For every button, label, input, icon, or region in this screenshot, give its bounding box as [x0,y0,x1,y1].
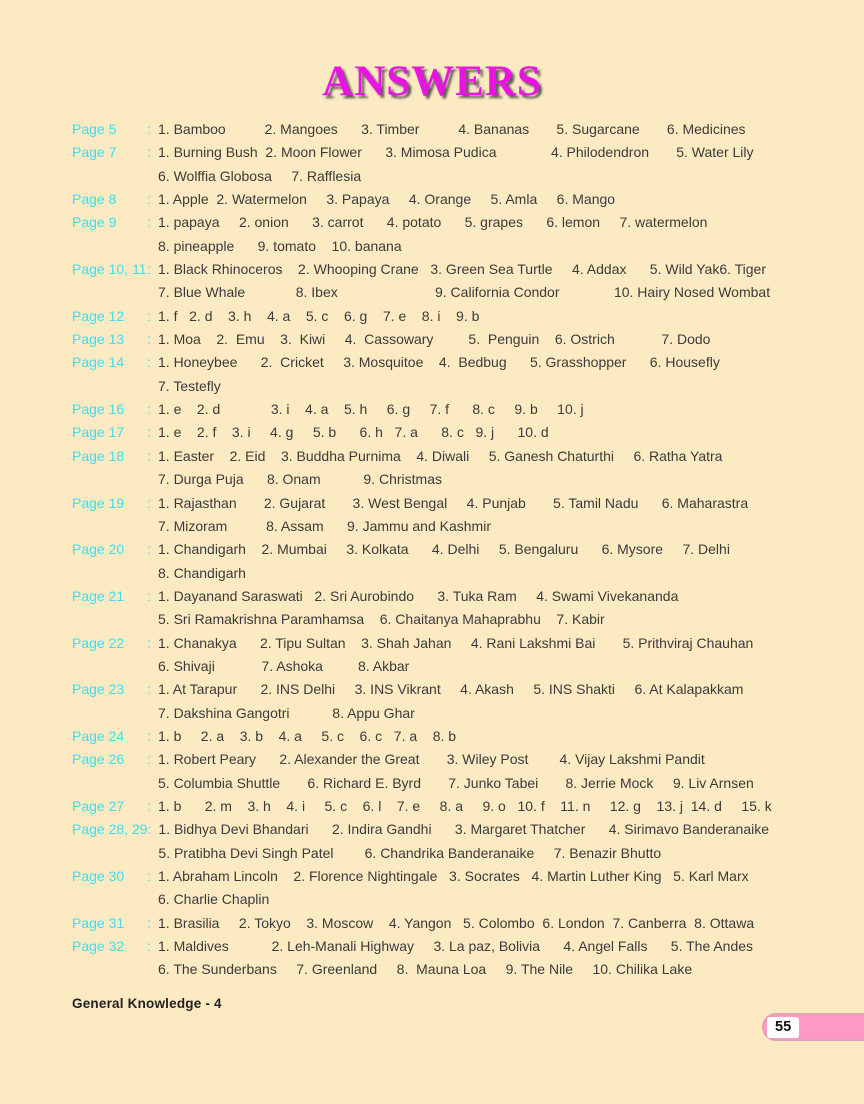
page-label-cell [72,188,158,211]
answer-content [158,351,834,398]
page-label-cell [72,725,158,748]
page-label-cell [72,538,158,561]
answer-line: 1. Abraham Lincoln 2. Florence Nightingale 3. Socrates 4. Martin Luther King 5. Karl Marx [158,868,749,884]
label-colon: : [147,587,151,604]
answer-line: 1. e 2. d 3. i 4. a 5. h 6. g 7. f 8. c 9. b 10. j [158,401,584,418]
label-colon: : [147,424,151,441]
answer-line: 5. Columbia Shuttle 6. Richard E. Byrd 7. Junko Tabei 8. Jerrie Mock 9. Liv Arnsen [158,774,754,791]
answer-row [72,258,834,305]
page-label-cell [72,818,158,841]
page-label: Page 20 [72,541,125,558]
page-number: 55 [767,1017,799,1038]
label-colon: : [147,191,151,208]
page-label-cell [72,445,158,468]
answer-row [72,211,834,258]
page-label-cell [72,678,158,701]
answer-row [72,492,834,539]
page-label-cell [72,421,158,444]
answer-content [158,678,834,725]
page-label-cell [72,305,158,328]
page-label: Page 30 [72,868,125,884]
answer-content [158,725,834,748]
answer-content [158,305,834,328]
page-label: Page 28, 29 [72,821,148,838]
answer-content [158,421,834,444]
answer-content [158,141,834,188]
answer-row [72,328,834,351]
page-label: Page 9 [72,214,117,231]
answer-row [72,678,834,725]
answer-line: 1. Rajasthan 2. Gujarat 3. West Bengal 4. Punjab 5. Tamil Nadu 6. Maharastra [158,494,749,511]
page-label: Page 27 [72,797,125,814]
label-colon: : [147,331,151,348]
answer-row [72,585,834,632]
label-colon: : [147,727,151,744]
page-label-cell [72,748,158,771]
answer-row [72,421,834,444]
answer-content [158,912,834,935]
page-label-cell [72,351,158,374]
answers-list [72,118,834,982]
answer-line: 8. pineapple 9. tomato 10. banana [158,237,402,254]
answer-row [72,818,834,865]
page-label: Page 13 [72,331,125,348]
page-label: Page 18 [72,447,125,464]
answer-line: 8. Chandigarh [158,564,246,581]
answer-content [158,211,834,258]
page-label: Page 16 [72,401,125,418]
label-colon: : [147,307,151,324]
answer-line: 1. Honeybee 2. Cricket 3. Mosquitoe 4. Bedbug 5. Grasshopper 6. Housefly [158,354,720,371]
book-footer: General Knowledge - 4 [72,996,222,1011]
page-label-cell [72,258,158,281]
answer-content [158,538,834,585]
answer-row [72,795,834,818]
label-colon: : [147,121,151,137]
page-label-cell [72,328,158,351]
label-colon: : [147,447,151,464]
answer-line: 1. f 2. d 3. h 4. a 5. c 6. g 7. e 8. i 9. b [158,307,480,324]
page-label: Page 8 [72,191,117,208]
answer-line: 1. At Tarapur 2. INS Delhi 3. INS Vikrant 4. Akash 5. INS Shakti 6. At Kalapakkam [158,681,744,698]
label-colon: : [147,914,151,931]
page-label: Page 10, 11 [72,261,147,278]
page-label-cell [72,912,158,935]
answer-content [158,865,834,912]
answer-line: 5. Pratibha Devi Singh Patel 6. Chandrika Banderanaike 7. Benazir Bhutto [158,844,662,861]
answer-content [158,748,834,795]
label-colon: : [147,401,151,418]
label-colon: : [147,681,151,698]
page-label: Page 24 [72,727,125,744]
answer-line: 5. Sri Ramakrishna Paramhamsa 6. Chaitanya Mahaprabhu 7. Kabir [158,611,605,628]
answer-row [72,865,834,912]
page-label: Page 21 [72,587,125,604]
answer-content [158,328,834,351]
answer-line: 7. Durga Puja 8. Onam 9. Christmas [158,471,442,488]
answer-row [72,445,834,492]
answer-row [72,725,834,748]
answer-line: 1. Chandigarh 2. Mumbai 3. Kolkata 4. Delhi 5. Bengaluru 6. Mysore 7. Delhi [158,541,730,558]
page-label: Page 32 [72,938,125,955]
answer-line: 1. Burning Bush 2. Moon Flower 3. Mimosa Pudica 4. Philodendron 5. Water Lily [158,144,754,161]
answer-content [158,585,834,632]
answer-line: 6. Wolffia Globosa 7. Rafflesia [158,167,362,184]
answer-content [158,632,834,679]
answer-line: 7. Mizoram 8. Assam 9. Jammu and Kashmir [158,517,491,534]
label-colon: : [147,494,151,511]
page-label-cell [72,795,158,818]
answer-line: 1. Dayanand Saraswati 2. Sri Aurobindo 3. Tuka Ram 4. Swami Vivekananda [158,587,679,604]
label-colon: : [147,868,151,884]
page-label-cell [72,865,158,888]
label-colon: : [147,214,151,231]
page-label: Page 12 [72,307,125,324]
answer-line: 7. Dakshina Gangotri 8. Appu Ghar [158,704,415,721]
answer-line: 1. Chanakya 2. Tipu Sultan 3. Shah Jahan 4. Rani Lakshmi Bai 5. Prithviraj Chauhan [158,634,754,651]
answer-line: 1. Bidhya Devi Bhandari 2. Indira Gandhi 3. Margaret Thatcher 4. Sirimavo Banderanaike [158,821,770,838]
label-colon: : [147,821,152,838]
answer-content [158,935,834,982]
page-label: Page 23 [72,681,125,698]
answer-row [72,935,834,982]
answer-line: 1. Brasilia 2. Tokyo 3. Moscow 4. Yangon 5. Colombo 6. London 7. Canberra 8. Ottawa [158,914,755,931]
page-title: ANSWERS [322,58,542,105]
page-label: Page 5 [72,121,117,137]
answer-content [158,795,834,818]
answer-line: 1. b 2. a 3. b 4. a 5. c 6. c 7. a 8. b [158,727,457,744]
page-label-cell [72,492,158,515]
page-label-cell [72,632,158,655]
answer-content [158,445,834,492]
answer-row [72,141,834,188]
answer-line: 1. e 2. f 3. i 4. g 5. b 6. h 7. a 8. c 9. j 10. d [158,424,549,441]
label-colon: : [147,144,151,161]
answer-row [72,632,834,679]
label-colon: : [147,261,151,278]
answer-content [158,398,834,421]
answer-content [158,118,834,141]
answer-line: 6. The Sunderbans 7. Greenland 8. Mauna Loa 9. The Nile 10. Chilika Lake [158,961,693,978]
page-label: Page 26 [72,751,125,768]
answer-line: 7. Blue Whale 8. Ibex 9. California Condor 10. Hairy Nosed Wombat [158,284,771,301]
answer-row [72,748,834,795]
page-label-cell [72,141,158,164]
answer-content [158,492,834,539]
page-label-cell [72,118,158,141]
label-colon: : [147,938,151,955]
page-label-cell [72,585,158,608]
page-label: Page 14 [72,354,125,371]
answer-row [72,351,834,398]
page-label: Page 7 [72,144,117,161]
answer-row [72,118,834,141]
label-colon: : [147,354,151,371]
page-label: Page 22 [72,634,125,651]
answer-row [72,305,834,328]
answer-content [158,818,834,865]
answer-line: 1. Apple 2. Watermelon 3. Papaya 4. Orange 5. Amla 6. Mango [158,191,616,208]
answer-line: 6. Shivaji 7. Ashoka 8. Akbar [158,657,410,674]
page-label-cell [72,935,158,958]
answer-line: 1. b 2. m 3. h 4. i 5. c 6. l 7. e 8. a 9. o 10. f 11. n 12. g 13. j 14. d 15. k [158,797,772,814]
page-label: Page 31 [72,914,125,931]
answer-line: 1. papaya 2. onion 3. carrot 4. potato 5. grapes 6. lemon 7. watermelon [158,214,708,231]
answer-line: 1. Moa 2. Emu 3. Kiwi 4. Cassowary 5. Penguin 6. Ostrich 7. Dodo [158,331,711,348]
label-colon: : [147,797,151,814]
answer-row [72,538,834,585]
answer-row [72,912,834,935]
answer-content [158,258,834,305]
answer-row [72,188,834,211]
answer-content [158,188,834,211]
answer-line: 1. Easter 2. Eid 3. Buddha Purnima 4. Diwali 5. Ganesh Chaturthi 6. Ratha Yatra [158,447,723,464]
page-label-cell [72,211,158,234]
answer-row [72,398,834,421]
page-label: Page 17 [72,424,125,441]
page-number-tab [762,1013,864,1041]
answer-line: 1. Bamboo 2. Mangoes 3. Timber 4. Bananas 5. Sugarcane 6. Medicines [158,121,746,137]
answer-line: 1. Maldives 2. Leh-Manali Highway 3. La paz, Bolivia 4. Angel Falls 5. The Andes [158,938,754,955]
label-colon: : [147,751,151,768]
label-colon: : [147,541,151,558]
answer-line: 1. Robert Peary 2. Alexander the Great 3. Wiley Post 4. Vijay Lakshmi Pandit [158,751,705,768]
answer-line: 7. Testefly [158,377,221,394]
label-colon: : [147,634,151,651]
answer-line: 1. Black Rhinoceros 2. Whooping Crane 3. Green Sea Turtle 4. Addax 5. Wild Yak6. Tiger [158,261,767,278]
page-label: Page 19 [72,494,125,511]
page-label-cell [72,398,158,421]
answer-line: 6. Charlie Chaplin [158,891,270,908]
